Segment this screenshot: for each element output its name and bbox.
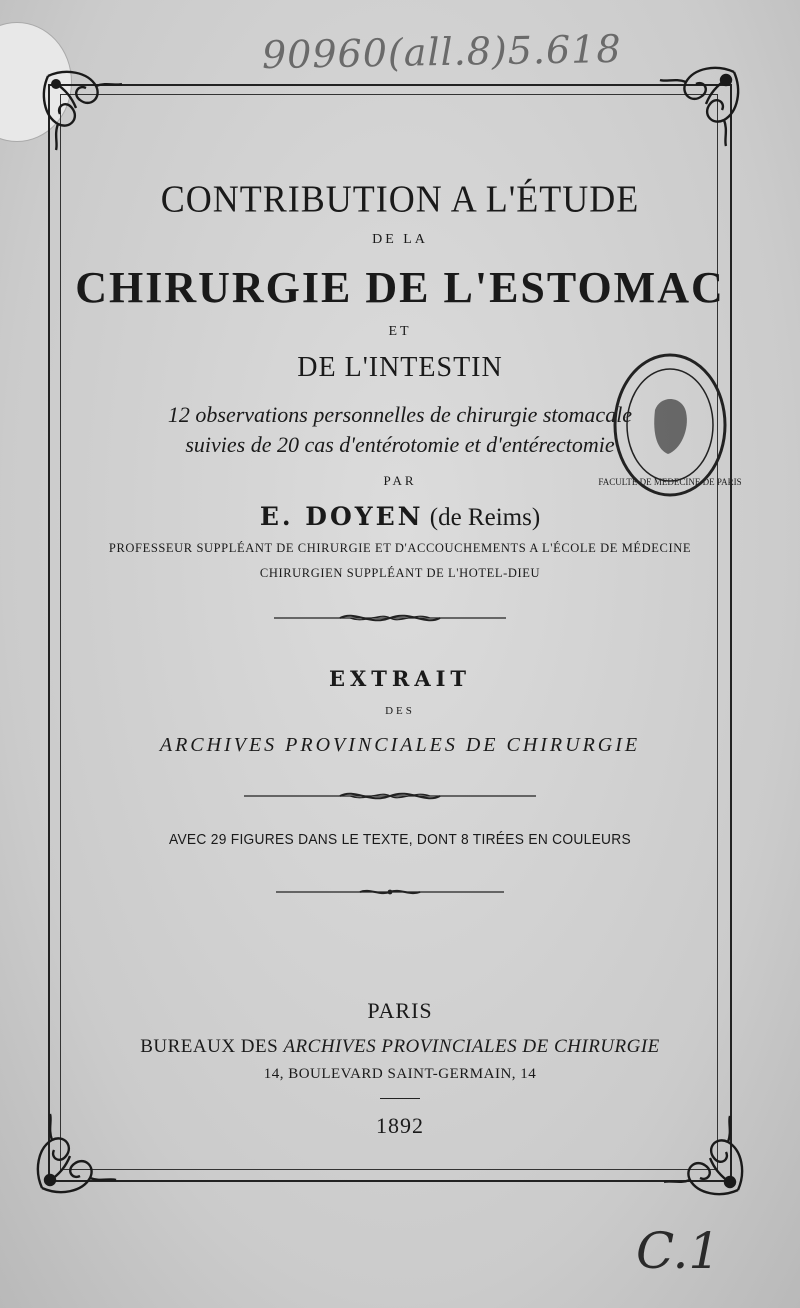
ornamental-rule-3 xyxy=(272,882,508,902)
author-credential-2: CHIRURGIEN SUPPLÉANT DE L'HOTEL-DIEU xyxy=(259,566,541,580)
figures-note: AVEC 29 FIGURES DANS LE TEXTE, DONT 8 TIRÉES EN COULEURS xyxy=(169,832,631,848)
handwritten-call-number: 90960(all.8)5.618 xyxy=(261,26,622,78)
extract-label: EXTRAIT xyxy=(328,666,472,691)
corner-ornament-top-right xyxy=(656,60,746,150)
publisher-journal: ARCHIVES PROVINCIALES DE CHIRURGIE xyxy=(283,1036,660,1057)
title-line-3: DE L'INTESTIN xyxy=(297,352,503,383)
ornamental-rule-2 xyxy=(240,786,540,806)
shelf-mark: C.1 xyxy=(636,1222,721,1280)
publisher-prefix: BUREAUX DES xyxy=(140,1036,279,1057)
title-connector-et: ET xyxy=(388,324,412,339)
author-name: E. DOYEN xyxy=(259,502,424,531)
stamp-text: FACULTE DE MEDECINE DE PARIS xyxy=(598,477,742,487)
title-connector-de-la: DE LA xyxy=(372,232,428,247)
year-rule xyxy=(380,1098,420,1099)
extract-journal: ARCHIVES PROVINCIALES DE CHIRURGIE xyxy=(159,734,641,756)
title-line-1: CONTRIBUTION A L'ÉTUDE xyxy=(160,178,640,220)
imprint-publisher xyxy=(0,1036,800,1058)
author-credential-1: PROFESSEUR SUPPLÉANT DE CHIRURGIE ET D'ACCOUCHEMENTS A L'ÉCOLE DE MÉDECINE xyxy=(108,541,692,555)
author-line xyxy=(0,502,800,532)
ornamental-rule-1 xyxy=(270,608,510,628)
imprint-city: PARIS xyxy=(367,998,433,1023)
title-line-2: CHIRURGIE DE L'ESTOMAC xyxy=(75,263,725,312)
subtitle-line-1: 12 observations personnelles de chirurgie stomacale xyxy=(167,402,633,427)
imprint-address: 14, BOULEVARD SAINT-GERMAIN, 14 xyxy=(263,1066,537,1082)
imprint-year: 1892 xyxy=(376,1113,424,1138)
extract-connector: DES xyxy=(385,705,415,717)
byline-par: PAR xyxy=(383,473,417,488)
corner-ornament-top-left xyxy=(36,64,126,154)
subtitle-line-2: suivies de 20 cas d'entérotomie et d'entérectomie xyxy=(185,432,615,457)
author-origin: (de Reims) xyxy=(429,504,541,531)
